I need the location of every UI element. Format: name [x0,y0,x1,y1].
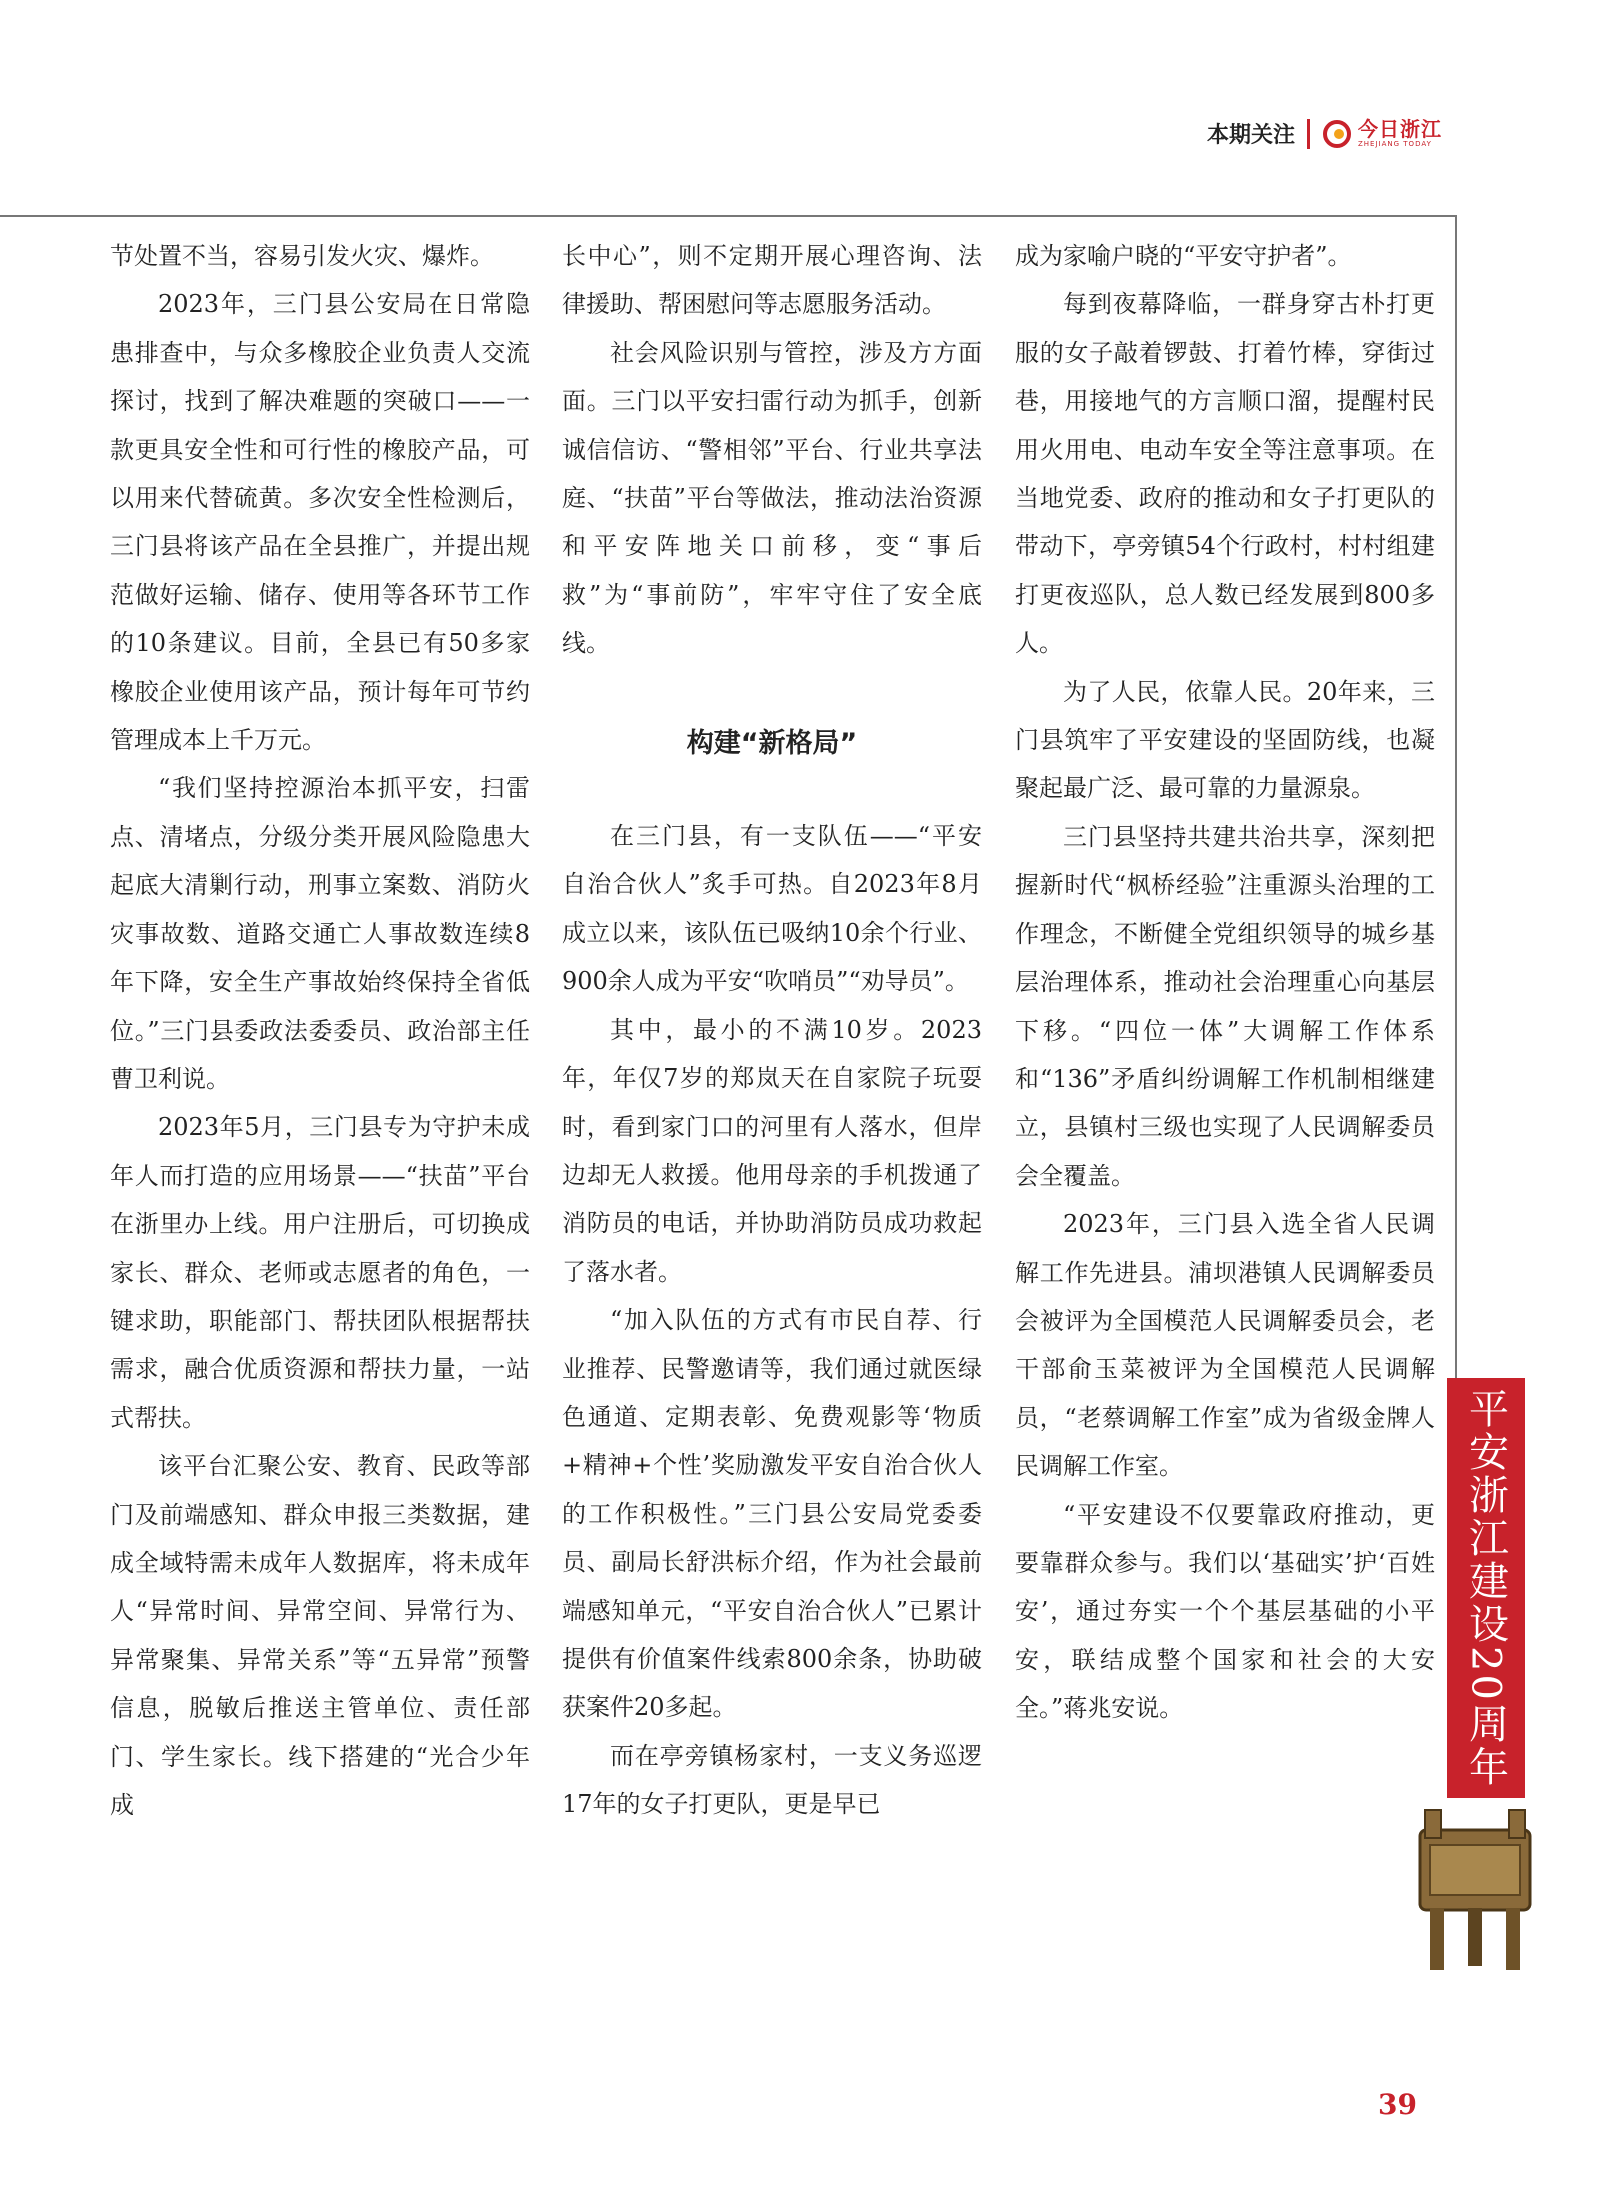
paragraph: “加入队伍的方式有市民自荐、行业推荐、民警邀请等，我们通过就医绿色通道、定期表彰、免费观影等‘物质+精神+个性’奖励激发平安自治合伙人的工作积极性。”三门县公安局党委委员、副局长舒洪标介绍，作为社会最前端感知单元，“平安自治合伙人”已累计提供有价值案件线索800余条，协助破获案件20多起。 [562,1306,982,1722]
magazine-logo [1322,119,1442,149]
header-divider [1307,119,1310,149]
paragraph: “平安建设不仅要靠政府推动，更要靠群众参与。我们以‘基础实’护‘百姓安’，通过夯实一个个基层基础的小平安，联结成整个国家和社会的大安全。”蒋兆安说。 [1015,1500,1435,1723]
paragraph: 长中心”，则不定期开展心理咨询、法律援助、帮困慰问等志愿服务活动。 [562,242,982,319]
article-column-2 [562,232,982,1829]
right-rule [1455,215,1457,1385]
logo-chinese-text: 今日浙江 [1358,117,1442,141]
paragraph: 成为家喻户晓的“平安守护者”。 [1015,242,1352,270]
page-header [1207,118,1442,149]
paragraph: 三门县坚持共建共治共享，深刻把握新时代“枫桥经验”注重源头治理的工作理念，不断健全党组织领导的城乡基层治理体系，推动社会治理重心向基层下移。“四位一体”大调解工作体系和“136”矛盾纠纷调解工作机制相继建立，县镇村三级也实现了人民调解委员会全覆盖。 [1015,822,1435,1190]
side-banner: 平安浙江建设20周年 [1447,1378,1525,1798]
top-rule [0,215,1457,217]
paragraph: 每到夜幕降临，一群身穿古朴打更服的女子敲着锣鼓、打着竹棒，穿街过巷，用接地气的方言顺口溜，提醒村民用火用电、电动车安全等注意事项。在当地党委、政府的推动和女子打更队的带动下，亭旁镇54个行政村，村村组建打更夜巡队，总人数已经发展到800多人。 [1015,290,1435,658]
section-label: 本期关注 [1206,123,1295,148]
paragraph: 其中，最小的不满10岁。2023年，年仅7岁的郑岚天在自家院子玩耍时，看到家门口的河里有人落水，但岸边却无人救援。他用母亲的手机拨通了消防员的电话，并协助消防员成功救起了落水者。 [562,1015,982,1286]
logo-mark-icon [1322,119,1352,149]
section-subheading: 构建“新格局” [686,727,858,759]
paragraph: 该平台汇聚公安、教育、民政等部门及前端感知、群众申报三类数据，建成全域特需未成年人数据库，将未成年人“异常时间、异常空间、异常行为、异常聚集、异常关系”等“五异常”预警信息，脱敏后推送主管单位、责任部门、学生家长。线下搭建的“光合少年成 [110,1452,530,1819]
paragraph: 2023年5月，三门县专为守护未成年人而打造的应用场景——“扶苗”平台在浙里办上线。用户注册后，可切换成家长、群众、老师或志愿者的角色，一键求助，职能部门、帮扶团队根据帮扶需求，融合优质资源和帮扶力量，一站式帮扶。 [110,1113,530,1432]
article-column-3 [1015,232,1435,1733]
paragraph: 社会风险识别与管控，涉及方方面面。三门以平安扫雷行动为抓手，创新诚信信访、“警相邻”平台、行业共享法庭、“扶苗”平台等做法，推动法治资源和平安阵地关口前移，变“事后救”为“事前防”，牢牢守住了安全底线。 [562,338,982,658]
paragraph: 为了人民，依靠人民。20年来，三门县筑牢了平安建设的坚固防线，也凝聚起最广泛、最可靠的力量源泉。 [1015,677,1435,803]
paragraph: 节处置不当，容易引发火灾、爆炸。 [110,242,494,270]
paragraph: “我们坚持控源治本抓平安，扫雷点、清堵点，分级分类开展风险隐患大起底大清剿行动，刑事立案数、消防火灾事故数、道路交通亡人事故数连续8年下降，安全生产事故始终保持全省低位。”三门县委政法委委员、政治部主任曹卫利说。 [110,774,530,1093]
paragraph: 在三门县，有一支队伍——“平安自治合伙人”炙手可热。自2023年8月成立以来，该队伍已吸纳10余个行业、900余人成为平安“吹哨员”“劝导员”。 [562,822,982,996]
bronze-ding-icon [1400,1790,1550,1990]
paragraph: 而在亭旁镇杨家村，一支义务巡逻17年的女子打更队，更是早已 [562,1741,982,1819]
article-column-1 [110,232,530,1829]
paragraph: 2023年，三门县入选全省人民调解工作先进县。浦坝港镇人民调解委员会被评为全国模范人民调解委员会，老干部俞玉菜被评为全国模范人民调解员，“老蔡调解工作室”成为省级金牌人民调解工作室。 [1015,1210,1435,1481]
paragraph: 2023年，三门县公安局在日常隐患排查中，与众多橡胶企业负责人交流探讨，找到了解决难题的突破口——一款更具安全性和可行性的橡胶产品，可以用来代替硫黄。多次安全性检测后，三门县将该产品在全县推广，并提出规范做好运输、储存、使用等各环节工作的10条建议。目前，全县已有50多家橡胶企业使用该产品，预计每年可节约管理成本上千万元。 [110,290,530,755]
logo-english-text: ZHEJIANG TODAY [1358,140,1432,148]
page-number: 39 [1378,2088,1417,2121]
